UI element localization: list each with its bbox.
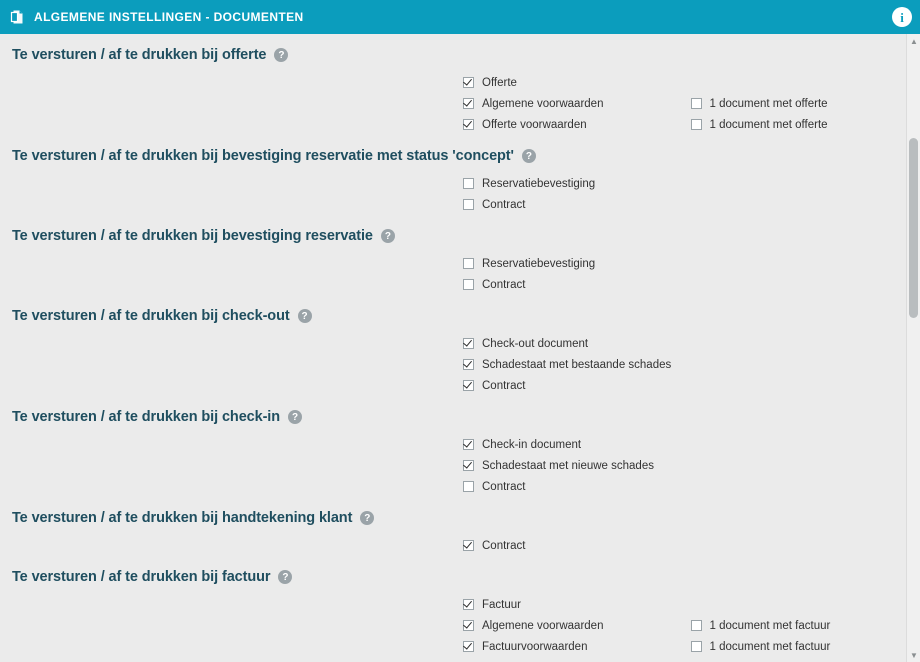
checkbox-row [0, 476, 920, 497]
section-title: Te versturen / af te drukken bij check-out [12, 308, 290, 324]
checkbox-rows [0, 594, 920, 657]
checkbox[interactable] [463, 199, 474, 210]
checkbox[interactable] [463, 439, 474, 450]
checkbox-row [0, 636, 920, 657]
checkbox-rows [0, 173, 920, 215]
primary-option-cell [463, 439, 691, 451]
checkbox[interactable] [463, 599, 474, 610]
sections-container [0, 34, 920, 657]
checkbox[interactable] [463, 77, 474, 88]
section-header [0, 34, 920, 72]
checkbox-label: 1 document met factuur [709, 619, 831, 632]
help-icon[interactable]: ? [274, 48, 288, 62]
checkbox-label: Reservatiebevestiging [482, 177, 596, 190]
window-title: ALGEMENE INSTELLINGEN - DOCUMENTEN [34, 10, 304, 24]
checkbox-label: Contract [482, 480, 526, 493]
checkbox-label: Offerte voorwaarden [482, 118, 587, 131]
settings-section [0, 135, 920, 215]
primary-option-cell [463, 540, 691, 552]
checkbox[interactable] [691, 98, 702, 109]
checkbox-label: Check-out document [482, 337, 589, 350]
checkbox-row [0, 93, 920, 114]
checkbox-row [0, 615, 920, 636]
checkbox-row [0, 274, 920, 295]
primary-option-cell [463, 178, 691, 190]
checkbox-label: Contract [482, 539, 526, 552]
checkbox-row [0, 455, 920, 476]
secondary-option-cell [691, 119, 920, 131]
checkbox[interactable] [691, 641, 702, 652]
primary-option-cell [463, 98, 691, 110]
section-title: Te versturen / af te drukken bij bevestiging reservatie met status 'concept' [12, 148, 514, 164]
scroll-up-arrow-icon[interactable]: ▲ [910, 36, 918, 46]
document-icon [10, 9, 26, 25]
checkbox-label: Algemene voorwaarden [482, 97, 604, 110]
section-header [0, 396, 920, 434]
checkbox-label: Reservatiebevestiging [482, 257, 596, 270]
help-icon[interactable]: ? [278, 570, 292, 584]
checkbox-rows [0, 72, 920, 135]
vertical-scrollbar[interactable] [906, 34, 920, 662]
checkbox[interactable] [463, 178, 474, 189]
checkbox-label: Check-in document [482, 438, 582, 451]
primary-option-cell [463, 380, 691, 392]
checkbox-row [0, 594, 920, 615]
checkbox-row [0, 72, 920, 93]
primary-option-cell [463, 258, 691, 270]
primary-option-cell [463, 460, 691, 472]
checkbox-label: Contract [482, 379, 526, 392]
checkbox-label: Algemene voorwaarden [482, 619, 604, 632]
primary-option-cell [463, 77, 691, 89]
primary-option-cell [463, 199, 691, 211]
scrollbar-thumb[interactable] [909, 138, 918, 318]
primary-option-cell [463, 599, 691, 611]
checkbox[interactable] [463, 338, 474, 349]
checkbox-rows [0, 434, 920, 497]
checkbox[interactable] [463, 279, 474, 290]
checkbox[interactable] [691, 119, 702, 130]
checkbox-label: Offerte [482, 76, 517, 89]
checkbox[interactable] [463, 641, 474, 652]
section-title: Te versturen / af te drukken bij bevestiging reservatie [12, 228, 373, 244]
checkbox-row [0, 434, 920, 455]
section-title: Te versturen / af te drukken bij check-in [12, 409, 280, 425]
section-header [0, 135, 920, 173]
checkbox-row [0, 194, 920, 215]
checkbox[interactable] [463, 98, 474, 109]
checkbox-rows [0, 535, 920, 556]
help-icon[interactable]: ? [522, 149, 536, 163]
checkbox-label: Contract [482, 198, 526, 211]
checkbox[interactable] [463, 258, 474, 269]
settings-section [0, 396, 920, 497]
primary-option-cell [463, 620, 691, 632]
checkbox[interactable] [463, 380, 474, 391]
checkbox-label: Contract [482, 278, 526, 291]
primary-option-cell [463, 359, 691, 371]
window-titlebar [0, 0, 920, 34]
section-header [0, 295, 920, 333]
checkbox[interactable] [463, 460, 474, 471]
checkbox[interactable] [463, 359, 474, 370]
info-icon[interactable]: i [892, 7, 912, 27]
checkbox-row [0, 535, 920, 556]
checkbox-label: 1 document met offerte [709, 97, 828, 110]
section-header [0, 497, 920, 535]
primary-option-cell [463, 119, 691, 131]
secondary-option-cell [691, 98, 920, 110]
settings-section [0, 215, 920, 295]
section-title: Te versturen / af te drukken bij offerte [12, 47, 267, 63]
checkbox-row [0, 333, 920, 354]
settings-section [0, 556, 920, 657]
settings-section [0, 295, 920, 396]
checkbox[interactable] [691, 620, 702, 631]
scroll-down-arrow-icon[interactable]: ▼ [910, 650, 918, 660]
help-icon[interactable]: ? [360, 511, 374, 525]
section-title: Te versturen / af te drukken bij handtekening klant [12, 510, 353, 526]
checkbox[interactable] [463, 481, 474, 492]
help-icon[interactable]: ? [381, 229, 395, 243]
checkbox-row [0, 173, 920, 194]
checkbox-row [0, 354, 920, 375]
checkbox[interactable] [463, 540, 474, 551]
primary-option-cell [463, 338, 691, 350]
settings-section [0, 34, 920, 135]
checkbox-label: Schadestaat met bestaande schades [482, 358, 672, 371]
checkbox-label: 1 document met offerte [709, 118, 828, 131]
checkbox-rows [0, 253, 920, 295]
checkbox-row [0, 114, 920, 135]
primary-option-cell [463, 279, 691, 291]
section-header [0, 215, 920, 253]
checkbox[interactable] [463, 620, 474, 631]
checkbox-row [0, 375, 920, 396]
primary-option-cell [463, 481, 691, 493]
section-header [0, 556, 920, 594]
secondary-option-cell [691, 620, 920, 632]
section-title: Te versturen / af te drukken bij factuur [12, 569, 271, 585]
checkbox-label: 1 document met factuur [709, 640, 831, 653]
checkbox-label: Schadestaat met nieuwe schades [482, 459, 654, 472]
settings-section [0, 497, 920, 556]
secondary-option-cell [691, 641, 920, 653]
primary-option-cell [463, 641, 691, 653]
checkbox-rows [0, 333, 920, 396]
settings-scroll-area[interactable] [0, 34, 920, 662]
help-icon[interactable]: ? [298, 309, 312, 323]
checkbox-label: Factuur [482, 598, 521, 611]
checkbox-label: Factuurvoorwaarden [482, 640, 588, 653]
help-icon[interactable]: ? [288, 410, 302, 424]
checkbox-row [0, 253, 920, 274]
checkbox[interactable] [463, 119, 474, 130]
